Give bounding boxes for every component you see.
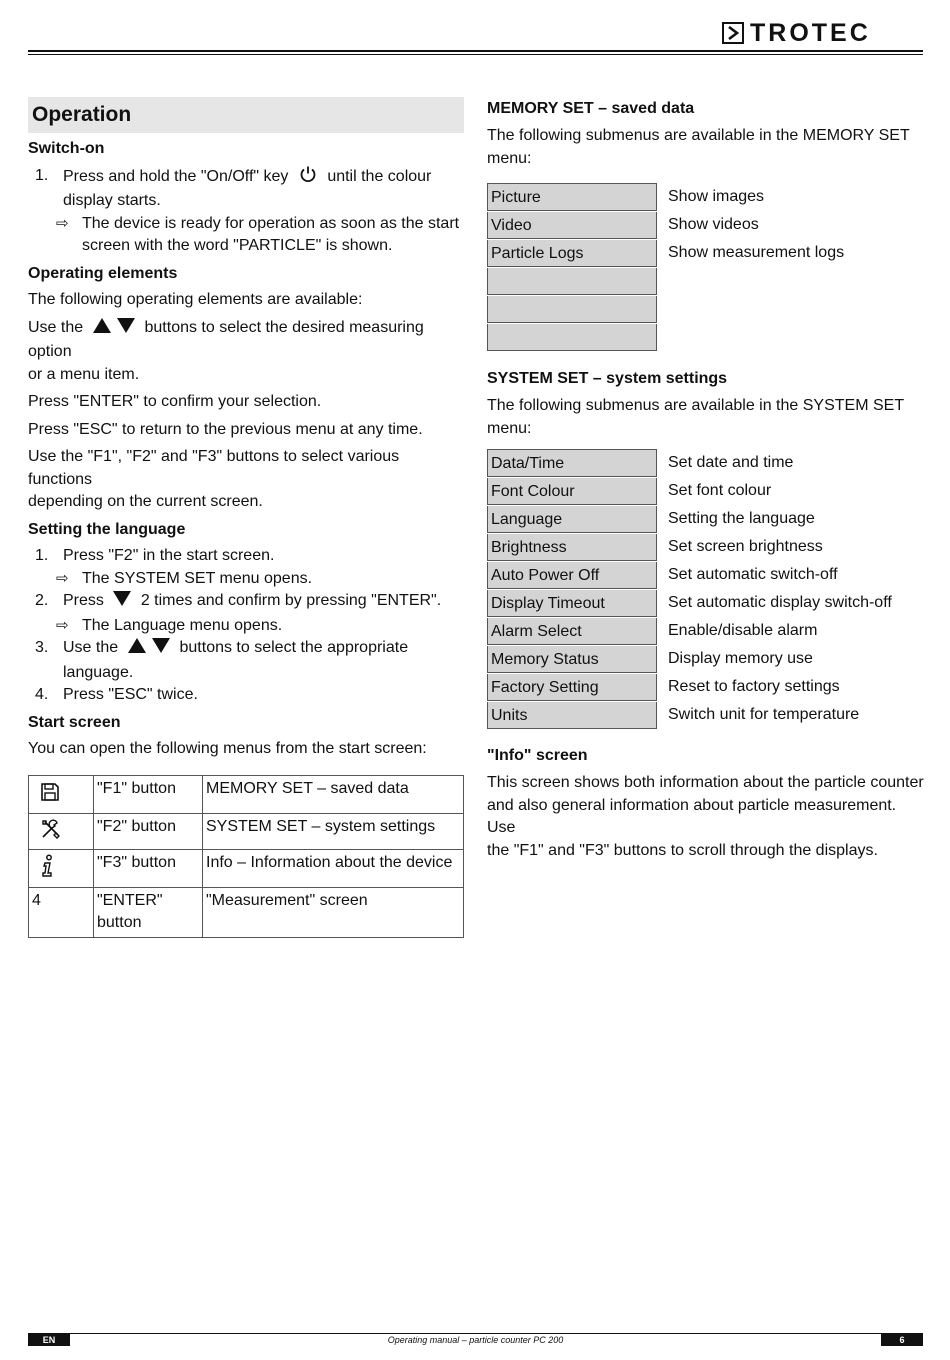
section-title: Operation bbox=[28, 97, 464, 133]
trotec-logo bbox=[722, 20, 871, 46]
info-icon bbox=[40, 854, 56, 885]
operating-esc: Press "ESC" to return to the previous menu at any time. bbox=[28, 420, 423, 438]
result-arrow-icon: ⇨ bbox=[56, 569, 69, 587]
logo-text: TROTEC bbox=[750, 19, 871, 47]
menu-item-label: Factory Setting bbox=[487, 674, 657, 701]
operating-intro: The following operating elements are available: bbox=[28, 291, 363, 308]
menu-item-label bbox=[487, 268, 657, 295]
result-arrow-icon: ⇨ bbox=[56, 616, 69, 634]
menu-item-desc: Show videos bbox=[668, 216, 759, 233]
menu-item-label: Language bbox=[487, 506, 657, 533]
menu-item bbox=[487, 589, 927, 617]
menu-item bbox=[487, 211, 927, 239]
menu-item bbox=[487, 183, 927, 211]
switch-on-result: ⇨ The device is ready for operation as soon as the start screen with the word "PARTICLE" is shown. bbox=[56, 214, 460, 254]
menu-item-desc: Reset to factory settings bbox=[668, 678, 840, 695]
table-cell-button: "F3" button bbox=[94, 849, 203, 887]
menu-item-desc: Set screen brightness bbox=[668, 538, 823, 555]
arrow-down-icon bbox=[116, 317, 136, 342]
menu-item-desc: Set automatic switch-off bbox=[668, 566, 838, 583]
menu-item-desc: Show measurement logs bbox=[668, 244, 845, 261]
menu-item bbox=[487, 239, 927, 267]
table-row bbox=[29, 813, 464, 849]
switch-on-step-1: 1. Press and hold the "On/Off" key until the colour display starts. bbox=[35, 166, 432, 209]
table-cell-function: Info – Information about the device bbox=[203, 849, 464, 887]
table-cell-function: "Measurement" screen bbox=[203, 887, 464, 937]
table-cell-button: "F1" button bbox=[94, 775, 203, 813]
system-set-menu bbox=[487, 449, 927, 729]
menu-item-desc: Setting the language bbox=[668, 510, 815, 527]
menu-item-desc: Show images bbox=[668, 188, 765, 205]
start-screen-heading: Start screen bbox=[28, 713, 121, 731]
operating-f-buttons: Use the "F1", "F2" and "F3" buttons to select various functions depending on the current screen. bbox=[28, 448, 400, 510]
menu-item-label bbox=[487, 296, 657, 323]
menu-item-empty bbox=[487, 267, 927, 295]
table-cell-function: MEMORY SET – saved data bbox=[203, 775, 464, 813]
page-footer bbox=[28, 1333, 923, 1346]
table-row bbox=[29, 775, 464, 813]
table-cell-icon bbox=[29, 849, 94, 887]
table-cell-icon bbox=[29, 775, 94, 813]
menu-item bbox=[487, 673, 927, 701]
memory-set-heading: MEMORY SET – saved data bbox=[487, 100, 695, 117]
language-step-2: 2. Press 2 times and confirm by pressing "ENTER". bbox=[28, 590, 464, 615]
table-row bbox=[29, 887, 464, 937]
menu-item-label: Auto Power Off bbox=[487, 562, 657, 589]
info-screen-text: This screen shows both information about the particle counter and also general information about particle measurement. Use the "F1" and "F3" buttons to scroll through the displays. bbox=[487, 774, 924, 859]
header-rule bbox=[28, 50, 923, 52]
table-cell-key: 4 bbox=[29, 887, 94, 937]
language-result-1: ⇨ The SYSTEM SET menu opens. bbox=[28, 568, 464, 591]
menu-item-label: Alarm Select bbox=[487, 618, 657, 645]
language-step-4: 4. Press "ESC" twice. bbox=[35, 686, 198, 703]
start-screen-table bbox=[28, 775, 464, 938]
footer-language-badge: EN bbox=[28, 1334, 70, 1346]
table-cell-function: SYSTEM SET – system settings bbox=[203, 813, 464, 849]
language-result-2: ⇨ The Language menu opens. bbox=[28, 615, 464, 638]
menu-item bbox=[487, 645, 927, 673]
operating-use-arrows: Use the buttons to select the desired measuring option or a menu item. bbox=[28, 318, 424, 383]
menu-item-desc: Enable/disable alarm bbox=[668, 622, 818, 639]
power-icon bbox=[299, 165, 317, 191]
arrow-down-icon bbox=[151, 637, 171, 662]
menu-item-label bbox=[487, 324, 657, 351]
menu-item bbox=[487, 533, 927, 561]
menu-item bbox=[487, 561, 927, 589]
menu-item-desc: Set date and time bbox=[668, 454, 794, 471]
info-screen-heading: "Info" screen bbox=[487, 747, 588, 764]
language-step-1: 1. Press "F2" in the start screen. bbox=[35, 547, 275, 564]
menu-item-label: Font Colour bbox=[487, 478, 657, 505]
menu-item-empty bbox=[487, 295, 927, 323]
arrow-up-icon bbox=[127, 637, 147, 662]
menu-item-label: Particle Logs bbox=[487, 240, 657, 267]
left-column bbox=[28, 97, 464, 938]
menu-item-label: Memory Status bbox=[487, 646, 657, 673]
setting-language-heading: Setting the language bbox=[28, 520, 186, 538]
memory-set-intro: The following submenus are available in the MEMORY SET menu: bbox=[487, 127, 910, 167]
result-arrow-icon: ⇨ bbox=[56, 214, 69, 232]
menu-item-desc: Switch unit for temperature bbox=[668, 706, 860, 723]
menu-item-desc: Display memory use bbox=[668, 650, 813, 667]
operating-elements-heading: Operating elements bbox=[28, 264, 178, 282]
menu-item-label: Brightness bbox=[487, 534, 657, 561]
menu-item-desc: Set font colour bbox=[668, 482, 772, 499]
footer-doc-title: Operating manual – particle counter PC 200 bbox=[387, 1335, 564, 1345]
switch-on-heading: Switch-on bbox=[28, 140, 105, 157]
logo-mark-icon bbox=[722, 22, 744, 44]
arrow-down-icon bbox=[112, 590, 132, 615]
menu-item-empty bbox=[487, 323, 927, 351]
menu-item-label: Units bbox=[487, 702, 657, 729]
tools-icon bbox=[40, 818, 62, 847]
arrow-up-icon bbox=[92, 317, 112, 342]
language-step-3: 3. Use the buttons to select the appropriate language. bbox=[35, 639, 409, 681]
save-icon bbox=[40, 782, 60, 809]
start-screen-intro: You can open the following menus from the start screen: bbox=[28, 740, 427, 757]
menu-item-label: Picture bbox=[487, 183, 657, 211]
table-cell-button: "ENTER" button bbox=[94, 887, 203, 937]
menu-item bbox=[487, 701, 927, 729]
menu-item-label: Display Timeout bbox=[487, 590, 657, 617]
memory-set-menu bbox=[487, 183, 927, 351]
menu-item bbox=[487, 449, 927, 477]
menu-item bbox=[487, 617, 927, 645]
menu-item-desc: Set automatic display switch-off bbox=[668, 594, 892, 611]
menu-item-label: Video bbox=[487, 212, 657, 239]
table-row bbox=[29, 849, 464, 887]
footer-page-number: 6 bbox=[881, 1334, 923, 1346]
table-cell-button: "F2" button bbox=[94, 813, 203, 849]
header-rule-thin bbox=[28, 54, 923, 55]
menu-item bbox=[487, 477, 927, 505]
table-cell-icon bbox=[29, 813, 94, 849]
menu-item-label: Data/Time bbox=[487, 449, 657, 477]
right-column bbox=[487, 97, 927, 862]
system-set-heading: SYSTEM SET – system settings bbox=[487, 370, 728, 387]
menu-item bbox=[487, 505, 927, 533]
operating-enter: Press "ENTER" to confirm your selection. bbox=[28, 393, 322, 410]
system-set-intro: The following submenus are available in the SYSTEM SET menu: bbox=[487, 397, 904, 437]
